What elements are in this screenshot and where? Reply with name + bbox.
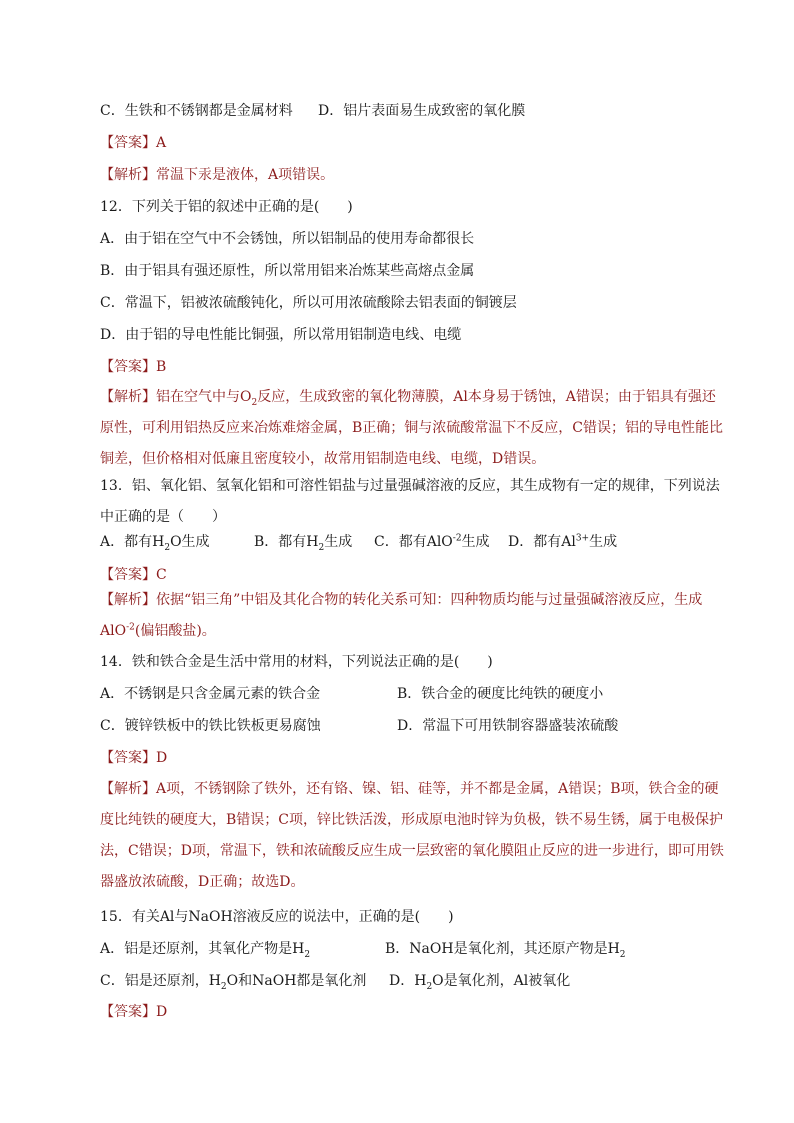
explanation-text: 常温下汞是液体，A项错误。	[156, 167, 335, 183]
answer-tag: 【答案】	[100, 359, 156, 375]
q11-option-d: D．铝片表面易生成致密的氧化膜	[318, 103, 526, 119]
q12-answer	[100, 357, 166, 377]
explanation-part: 依据“铝三角”中铝及其化合物的转化关系可知：四种物质均能与过量强碱溶液反应，生成AlO	[100, 592, 703, 639]
q15-option-d	[389, 971, 570, 991]
superscript: -2	[126, 622, 135, 633]
answer-value: C	[156, 567, 167, 583]
subscript: 2	[619, 949, 626, 960]
q13-option-c	[374, 532, 490, 552]
q14-explanation	[100, 774, 725, 898]
answer-tag: 【答案】	[100, 750, 156, 766]
q14-answer	[100, 748, 167, 768]
option-text: A．铝是还原剂，其氧化产物是H	[100, 941, 305, 957]
q14-stem: 14．铁和铁合金是生活中常用的材料，下列说法正确的是( )	[100, 654, 493, 670]
q13-option-b	[254, 532, 352, 552]
q12-option-b: B．由于铝具有强还原性，所以常用铝来冶炼某些高熔点金属	[100, 263, 475, 279]
superscript: 3+	[575, 533, 590, 544]
q15-option-c	[100, 971, 366, 991]
explanation-text	[100, 389, 723, 467]
q12-explanation	[100, 382, 725, 475]
q14-option-c: C．镀锌铁板中的铁比铁板更易腐蚀	[100, 718, 321, 734]
explanation-text: A项，不锈钢除了铁外，还有铬、镍、铝、硅等，并不都是金属，A错误；B项，铁合金的硬度比纯铁的硬度大，B错误；C项，锌比铁活泼，形成原电池时锌为负极，铁不易生锈，属于电极保护法，C错误；D项，常温下，铁和浓硫酸反应生成一层致密的氧化膜阻止反应的进一步进行，即可用铁器盛放浓硫酸，D正确；故选D。	[100, 781, 724, 890]
subscript: 2	[304, 949, 311, 960]
explanation-tag: 【解析】	[100, 167, 156, 183]
option-text: 生成	[589, 534, 618, 550]
q11-explanation	[100, 165, 334, 185]
subscript: 2	[251, 397, 258, 408]
q14-option-b: B．铁合金的硬度比纯铁的硬度小	[397, 686, 604, 702]
q12-option-d: D．由于铝的导电性能比铜强，所以常用铝制造电线、电缆	[100, 327, 462, 343]
q13-option-d	[508, 532, 617, 552]
subscript: 2	[220, 981, 227, 992]
answer-value: B	[156, 359, 167, 375]
option-text: O和NaOH都是氧化剂	[226, 973, 367, 989]
option-text: 生成	[324, 534, 353, 550]
explanation-part: (偏铝酸盐)。	[134, 623, 216, 639]
option-text: O是氧化剂，Al被氧化	[432, 973, 571, 989]
q13-option-a	[100, 532, 210, 552]
option-text: B．NaOH是氧化剂，其还原产物是H	[385, 941, 620, 957]
option-text: A．都有H	[100, 534, 165, 550]
q12-option-c: C．常温下，铝被浓硫酸钝化，所以可用浓硫酸除去铝表面的铜镀层	[100, 295, 517, 311]
answer-value: A	[156, 135, 167, 151]
answer-value: D	[156, 1004, 168, 1020]
explanation-part: 铝在空气中与O	[156, 389, 252, 405]
q12-option-a: A．由于铝在空气中不会锈蚀，所以铝制品的使用寿命都很长	[100, 231, 475, 247]
option-text: O生成	[170, 534, 210, 550]
option-text: C．铝是还原剂，H	[100, 973, 221, 989]
q14-option-a: A．不锈钢是只含金属元素的铁合金	[100, 686, 321, 702]
q13-stem: 13．铝、氧化铝、氢氧化铝和可溶性铝盐与过量强碱溶液的反应，其生成物有一定的规律，下列说法中正确的是（ ）	[100, 478, 720, 525]
q15-stem: 15．有关Al与NaOH溶液反应的说法中，正确的是( )	[100, 909, 454, 925]
subscript: 2	[426, 981, 433, 992]
q13-answer	[100, 565, 167, 585]
subscript: 2	[318, 542, 325, 553]
answer-value: D	[156, 750, 168, 766]
q15-option-b	[385, 939, 626, 959]
option-text: D．H	[389, 973, 427, 989]
q14-option-d: D．常温下可用铁制容器盛装浓硫酸	[397, 718, 619, 734]
answer-tag: 【答案】	[100, 135, 156, 151]
option-text: 生成	[461, 534, 490, 550]
q15-option-a	[100, 939, 310, 959]
q13-explanation	[100, 585, 725, 647]
q11-answer	[100, 133, 166, 153]
superscript: -2	[452, 533, 462, 544]
q15-answer	[100, 1002, 167, 1022]
explanation-text	[100, 592, 702, 639]
option-text: D．都有Al	[508, 534, 576, 550]
q11-option-c: C．生铁和不锈钢都是金属材料	[100, 103, 293, 119]
option-text: B．都有H	[254, 534, 319, 550]
subscript: 2	[164, 542, 171, 553]
answer-tag: 【答案】	[100, 567, 156, 583]
q12-stem: 12．下列关于铝的叙述中正确的是( )	[100, 199, 353, 215]
explanation-tag: 【解析】	[100, 781, 156, 797]
option-text: C．都有AlO	[374, 534, 453, 550]
answer-tag: 【答案】	[100, 1004, 156, 1020]
explanation-tag: 【解析】	[100, 389, 156, 405]
explanation-tag: 【解析】	[100, 592, 156, 608]
explanation-part: 反应，生成致密的氧化物薄膜，Al本身易于锈蚀，A错误；由于铝具有强还原性，可利用铝热反应来冶炼难熔金属，B正确；铜与浓硫酸常温下不反应，C错误；铝的导电性能比铜差，但价格相对低廉且密度较小，故常用铝制造电线、电缆，D错误。	[100, 389, 723, 467]
